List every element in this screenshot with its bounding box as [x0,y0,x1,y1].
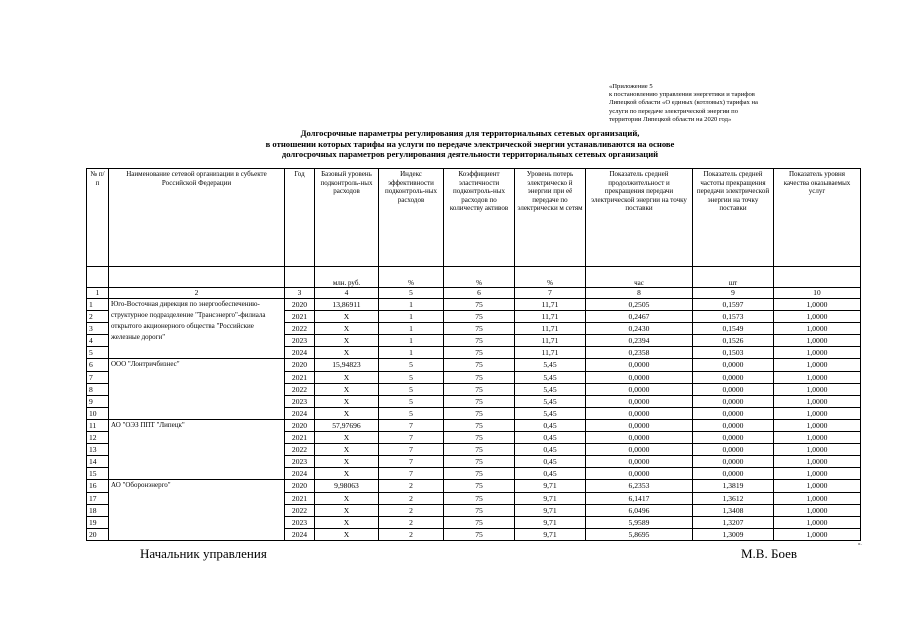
cell-loss: 11,71 [515,335,586,347]
column-number: 7 [515,288,586,299]
row-number: 1 [87,299,109,311]
cell-loss: 0,45 [515,419,586,431]
cell-loss: 11,71 [515,299,586,311]
cell-year: 2020 [285,359,315,371]
cell-dur: 6,0496 [586,504,693,516]
cell-coef: 75 [444,395,515,407]
row-number: 2 [87,311,109,323]
cell-base: 57,97696 [315,419,379,431]
row-number: 14 [87,456,109,468]
cell-year: 2024 [285,347,315,359]
column-number: 5 [379,288,444,299]
cell-index: 5 [379,395,444,407]
cell-base: 9,98063 [315,480,379,492]
cell-base: Х [315,335,379,347]
row-number: 10 [87,407,109,419]
cell-qual: 1,0000 [774,407,861,419]
cell-index: 7 [379,444,444,456]
cell-loss: 5,45 [515,359,586,371]
cell-year: 2024 [285,468,315,480]
table-row [87,359,861,371]
cell-index: 2 [379,492,444,504]
cell-freq: 0,0000 [693,395,774,407]
cell-index: 5 [379,407,444,419]
organization-name: ООО "Лонтричбизнес" [109,359,285,419]
row-number: 17 [87,492,109,504]
row-number: 12 [87,432,109,444]
cell-loss: 9,71 [515,504,586,516]
cell-coef: 75 [444,492,515,504]
cell-freq: 0,0000 [693,371,774,383]
document-title [120,128,820,160]
cell-index: 1 [379,299,444,311]
cell-dur: 0,2394 [586,335,693,347]
cell-loss: 0,45 [515,444,586,456]
cell-qual: 1,0000 [774,419,861,431]
annex-line: к постановлению управления энергетики и тарифов [609,91,755,99]
cell-dur: 0,0000 [586,419,693,431]
signatory-name: М.В. Боев [741,546,798,561]
cell-year: 2021 [285,492,315,504]
column-number: 2 [109,288,285,299]
column-header: Показатель уровня качества оказываемых услуг [774,169,861,267]
cell-dur: 6,2353 [586,480,693,492]
cell-qual: 1,0000 [774,383,861,395]
cell-loss: 9,71 [515,516,586,528]
cell-freq: 0,0000 [693,407,774,419]
cell-index: 2 [379,480,444,492]
cell-freq: 0,0000 [693,359,774,371]
cell-dur: 0,0000 [586,359,693,371]
cell-qual: 1,0000 [774,492,861,504]
header-row [87,169,861,267]
cell-loss: 11,71 [515,323,586,335]
cell-dur: 5,8695 [586,528,693,540]
cell-qual: 1,0000 [774,299,861,311]
cell-dur: 0,0000 [586,383,693,395]
cell-index: 1 [379,323,444,335]
cell-freq: 0,0000 [693,456,774,468]
cell-base: Х [315,371,379,383]
cell-base: Х [315,383,379,395]
cell-coef: 75 [444,504,515,516]
cell-base: Х [315,432,379,444]
cell-qual: 1,0000 [774,456,861,468]
table-row [87,419,861,431]
row-number: 4 [87,335,109,347]
cell-index: 1 [379,347,444,359]
cell-loss: 9,71 [515,528,586,540]
cell-loss: 5,45 [515,383,586,395]
cell-qual: 1,0000 [774,335,861,347]
cell-index: 5 [379,359,444,371]
cell-freq: 0,1573 [693,311,774,323]
cell-base: 15,94823 [315,359,379,371]
cell-dur: 0,0000 [586,371,693,383]
cell-freq: 0,0000 [693,419,774,431]
column-number: 1 [87,288,109,299]
cell-qual: 1,0000 [774,480,861,492]
row-number: 20 [87,528,109,540]
cell-freq: 0,0000 [693,432,774,444]
cell-base: Х [315,347,379,359]
row-number: 7 [87,371,109,383]
unit-cell: шт [693,267,774,288]
cell-index: 1 [379,311,444,323]
annex-header [609,83,869,124]
column-header: Уровень потерь электрическо й энергии при её передаче по электрически м сетям [515,169,586,267]
unit-cell [87,267,109,288]
cell-year: 2023 [285,395,315,407]
cell-year: 2021 [285,432,315,444]
cell-base: Х [315,444,379,456]
cell-freq: 1,3612 [693,492,774,504]
cell-base: Х [315,456,379,468]
row-number: 19 [87,516,109,528]
row-number: 18 [87,504,109,516]
unit-cell: час [586,267,693,288]
cell-dur: 5,9589 [586,516,693,528]
cell-coef: 75 [444,456,515,468]
organization-name: АО "Оборонэнерго" [109,480,285,540]
cell-index: 5 [379,371,444,383]
cell-coef: 75 [444,383,515,395]
cell-qual: 1,0000 [774,444,861,456]
cell-loss: 5,45 [515,407,586,419]
table-row [87,480,861,492]
cell-qual: 1,0000 [774,359,861,371]
cell-year: 2021 [285,311,315,323]
cell-coef: 75 [444,419,515,431]
cell-coef: 75 [444,299,515,311]
cell-loss: 5,45 [515,395,586,407]
column-number: 10 [774,288,861,299]
cell-year: 2020 [285,299,315,311]
row-number: 16 [87,480,109,492]
cell-year: 2020 [285,419,315,431]
cell-year: 2022 [285,504,315,516]
cell-coef: 75 [444,335,515,347]
signatory-position: Начальник управления [140,546,267,561]
column-number: 3 [285,288,315,299]
cell-index: 7 [379,468,444,480]
cell-year: 2023 [285,456,315,468]
cell-qual: 1,0000 [774,504,861,516]
cell-freq: 1,3819 [693,480,774,492]
cell-year: 2022 [285,444,315,456]
cell-freq: 0,1526 [693,335,774,347]
column-header: № п/п [87,169,109,267]
cell-freq: 1,3408 [693,504,774,516]
cell-qual: 1,0000 [774,311,861,323]
cell-coef: 75 [444,347,515,359]
cell-loss: 0,45 [515,468,586,480]
unit-cell [285,267,315,288]
column-header: Показатель средней частоты прекращения передачи электрической энергии на точку поставки [693,169,774,267]
cell-qual: 1,0000 [774,323,861,335]
title-line: в отношении которых тарифы на услуги по передаче электрической энергии устанавливаются на основе [265,138,675,149]
cell-index: 2 [379,528,444,540]
cell-loss: 0,45 [515,456,586,468]
cell-freq: 0,1503 [693,347,774,359]
cell-base: Х [315,492,379,504]
cell-qual: 1,0000 [774,371,861,383]
cell-dur: 0,2358 [586,347,693,359]
cell-index: 5 [379,383,444,395]
column-number: 8 [586,288,693,299]
title-line: Долгосрочные параметры регулирования для территориальных сетевых организаций, [300,128,640,138]
cell-base: Х [315,516,379,528]
cell-dur: 0,0000 [586,456,693,468]
title-line: долгосрочных параметров регулирования деятельности территориальных сетевых организаций [281,149,659,160]
cell-freq: 0,0000 [693,383,774,395]
cell-coef: 75 [444,311,515,323]
cell-index: 1 [379,335,444,347]
row-number: 15 [87,468,109,480]
cell-dur: 0,2467 [586,311,693,323]
cell-dur: 6,1417 [586,492,693,504]
cell-freq: 1,3207 [693,516,774,528]
cell-loss: 5,45 [515,371,586,383]
row-number: 9 [87,395,109,407]
column-number-row [87,288,861,299]
cell-loss: 11,71 [515,347,586,359]
cell-base: 13,86911 [315,299,379,311]
unit-cell: % [515,267,586,288]
cell-year: 2022 [285,323,315,335]
cell-loss: 11,71 [515,311,586,323]
cell-qual: 1,0000 [774,395,861,407]
organization-name: Юго-Восточная дирекция по энергообеспечению-структурное подразделение "Трансэнерго"-филиала открытого акционерного общества "Российские железные дороги" [109,299,285,359]
column-header: Год [285,169,315,267]
column-header: Показатель средней продолжительност и прекращения передачи электрической энергии на точку поставки [586,169,693,267]
annex-line: Липецкой области «О единых (котловых) тарифах на [609,99,758,107]
column-header: Коэффициент эластичности подконтроль-ных расходов по количеству активов [444,169,515,267]
row-number: 8 [87,383,109,395]
unit-cell: млн. руб. [315,267,379,288]
cell-loss: 9,71 [515,480,586,492]
cell-dur: 0,0000 [586,407,693,419]
cell-coef: 75 [444,444,515,456]
cell-year: 2023 [285,335,315,347]
cell-index: 7 [379,456,444,468]
unit-cell: % [444,267,515,288]
cell-coef: 75 [444,407,515,419]
cell-base: Х [315,395,379,407]
row-number: 11 [87,419,109,431]
annex-line: территории Липецкой области на 2020 год» [609,115,732,123]
annex-line: услуги по передаче электрической энергии по [609,107,738,115]
cell-loss: 9,71 [515,492,586,504]
parameters-table [86,168,861,541]
cell-qual: 1,0000 [774,432,861,444]
row-number: 5 [87,347,109,359]
column-number: 6 [444,288,515,299]
cell-coef: 75 [444,528,515,540]
cell-year: 2021 [285,371,315,383]
cell-dur: 0,2505 [586,299,693,311]
cell-base: Х [315,528,379,540]
cell-freq: 0,1597 [693,299,774,311]
cell-qual: 1,0000 [774,528,861,540]
cell-base: Х [315,407,379,419]
cell-loss: 0,45 [515,432,586,444]
column-header: Базовый уровень подконтроль-ных расходов [315,169,379,267]
unit-cell [109,267,285,288]
cell-dur: 0,0000 [586,444,693,456]
cell-year: 2022 [285,383,315,395]
cell-base: Х [315,468,379,480]
cell-coef: 75 [444,432,515,444]
cell-qual: 1,0000 [774,516,861,528]
row-number: 6 [87,359,109,371]
cell-year: 2024 [285,407,315,419]
cell-dur: 0,0000 [586,395,693,407]
column-header: Наименование сетевой организации в субъекте Российской Федерации [109,169,285,267]
cell-coef: 75 [444,323,515,335]
cell-year: 2020 [285,480,315,492]
cell-coef: 75 [444,468,515,480]
cell-index: 7 [379,432,444,444]
cell-qual: 1,0000 [774,468,861,480]
cell-freq: 0,1549 [693,323,774,335]
cell-coef: 75 [444,516,515,528]
cell-freq: 0,0000 [693,468,774,480]
cell-freq: 0,0000 [693,444,774,456]
row-number: 13 [87,444,109,456]
cell-index: 2 [379,516,444,528]
cell-index: 7 [379,419,444,431]
cell-base: Х [315,323,379,335]
cell-dur: 0,0000 [586,432,693,444]
organization-name: АО "ОЭЗ ППТ "Липецк" [109,419,285,479]
cell-year: 2023 [285,516,315,528]
units-row [87,267,861,288]
unit-cell [774,267,861,288]
column-header: Индекс эффективности подконтроль-ных расходов [379,169,444,267]
cell-dur: 0,2430 [586,323,693,335]
table-row [87,299,861,311]
cell-dur: 0,0000 [586,468,693,480]
annex-line: «Приложение 5 [609,83,653,90]
cell-qual: 1,0000 [774,347,861,359]
cell-coef: 75 [444,371,515,383]
cell-year: 2024 [285,528,315,540]
cell-freq: 1,3009 [693,528,774,540]
cell-coef: 75 [444,359,515,371]
cell-coef: 75 [444,480,515,492]
column-number: 4 [315,288,379,299]
column-number: 9 [693,288,774,299]
cell-index: 2 [379,504,444,516]
closing-quote-mark: ». [858,542,862,547]
cell-base: Х [315,504,379,516]
cell-base: Х [315,311,379,323]
row-number: 3 [87,323,109,335]
unit-cell: % [379,267,444,288]
